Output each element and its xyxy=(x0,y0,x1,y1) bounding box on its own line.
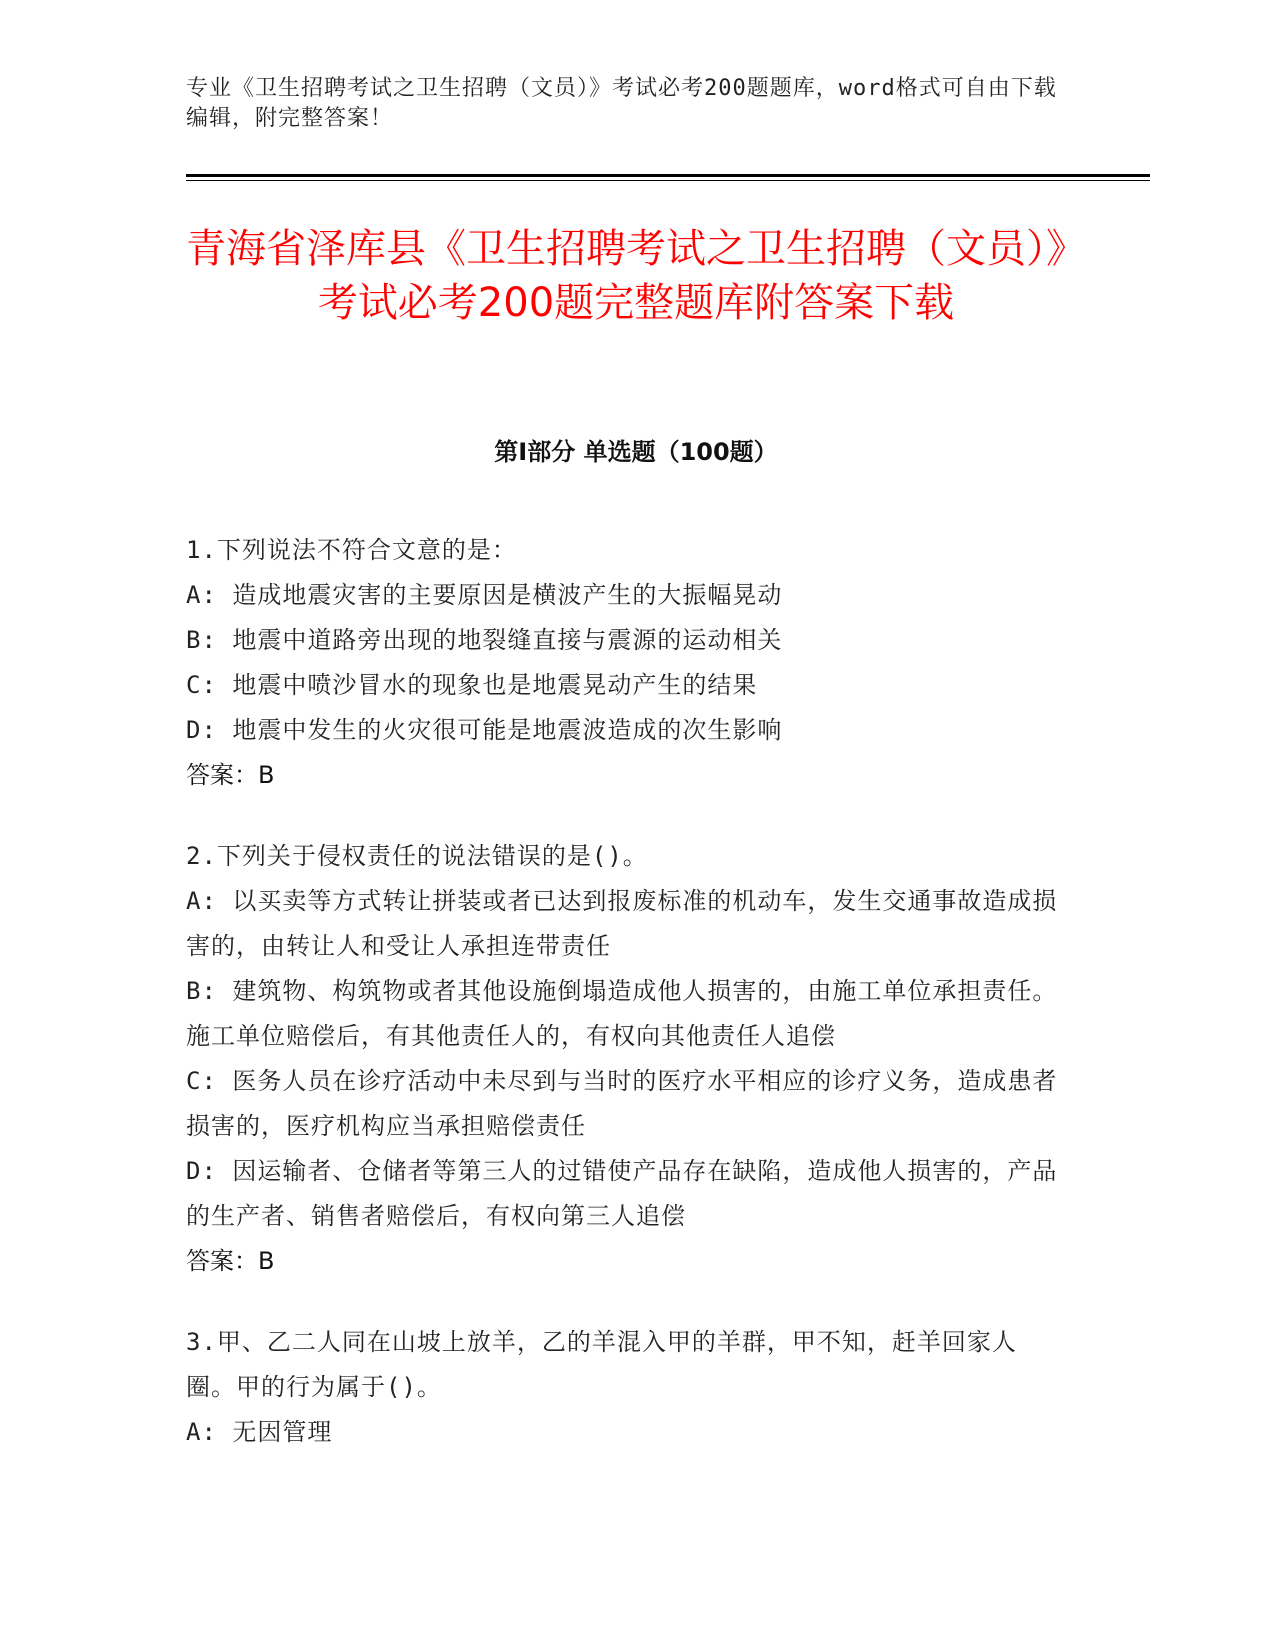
option-b: B: 地震中道路旁出现的地裂缝直接与震源的运动相关 xyxy=(186,626,783,654)
option-c: C: 地震中喷沙冒水的现象也是地震晃动产生的结果 xyxy=(186,671,758,699)
option-a: A: 造成地震灾害的主要原因是横波产生的大振幅晃动 xyxy=(186,581,783,609)
question-2 xyxy=(186,834,1066,1284)
question-stem: 2.下列关于侵权责任的说法错误的是()。 xyxy=(186,842,648,870)
option-a: A: 以买卖等方式转让拼装或者已达到报废标准的机动车，发生交通事故造成损害的，由转让人和受让人承担连带责任 xyxy=(186,887,1058,960)
question-3 xyxy=(186,1320,1066,1455)
header-note: 专业《卫生招聘考试之卫生招聘（文员）》考试必考200题题库，word格式可自由下载编辑，附完整答案！ xyxy=(186,76,1057,131)
question-list xyxy=(186,528,1066,1491)
answer-line: 答案：B xyxy=(186,761,275,789)
option-d: D: 因运输者、仓储者等第三人的过错使产品存在缺陷，造成他人损害的，产品的生产者、销售者赔偿后，有权向第三人追偿 xyxy=(186,1157,1058,1230)
option-a: A: 无因管理 xyxy=(186,1418,333,1446)
question-stem: 1.下列说法不符合文意的是： xyxy=(186,536,517,564)
option-c: C: 医务人员在诊疗活动中未尽到与当时的医疗水平相应的诊疗义务，造成患者损害的，医疗机构应当承担赔偿责任 xyxy=(186,1067,1058,1140)
question-stem: 3.甲、乙二人同在山坡上放羊，乙的羊混入甲的羊群，甲不知，赶羊回家人圈。甲的行为属于()。 xyxy=(186,1328,1017,1401)
question-1 xyxy=(186,528,1066,798)
section-title: 第I部分 单选题（100题） xyxy=(494,438,778,466)
header-divider-thin xyxy=(186,180,1150,181)
header-divider-thick xyxy=(186,174,1150,177)
option-b: B: 建筑物、构筑物或者其他设施倒塌造成他人损害的，由施工单位承担责任。施工单位赔偿后，有其他责任人的，有权向其他责任人追偿 xyxy=(186,977,1058,1050)
answer-line: 答案：B xyxy=(186,1247,275,1275)
option-d: D: 地震中发生的火灾很可能是地震波造成的次生影响 xyxy=(186,716,783,744)
document-title: 青海省泽库县《卫生招聘考试之卫生招聘（文员）》考试必考200题完整题库附答案下载 xyxy=(186,226,1086,326)
